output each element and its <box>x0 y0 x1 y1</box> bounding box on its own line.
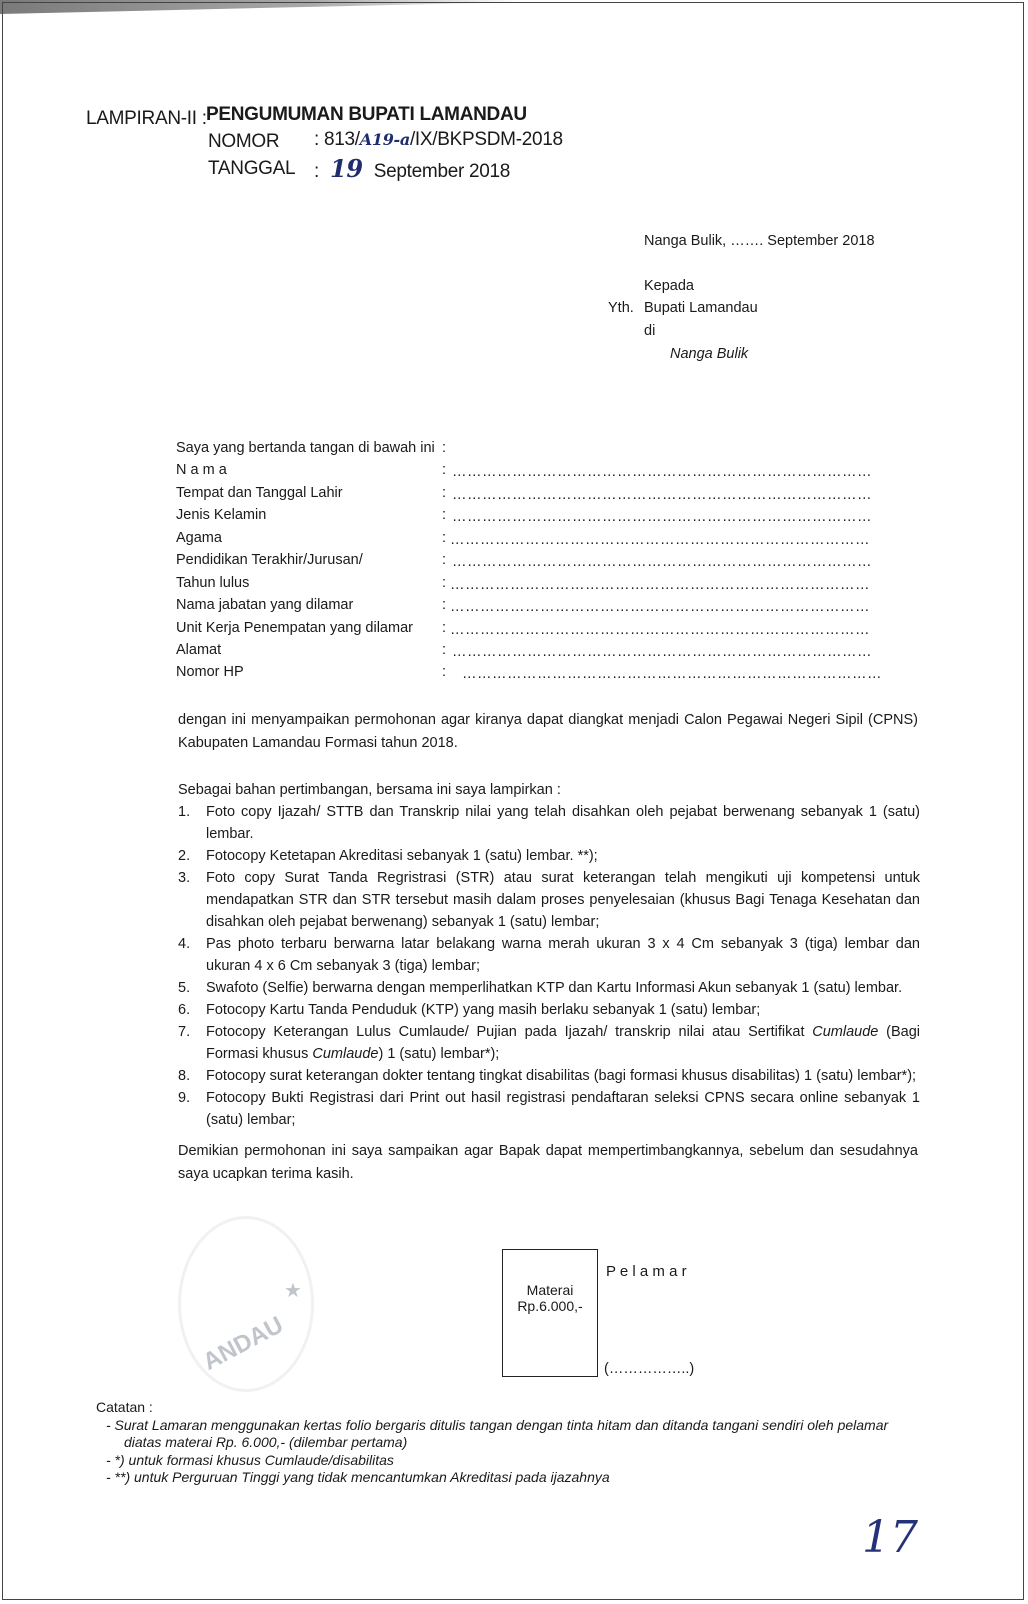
handwritten-date: 19 <box>329 154 363 183</box>
field-blank-line: ………………………………………………………………………… <box>452 509 872 525</box>
field-blank-line: ………………………………………………………………………… <box>450 532 870 548</box>
field-colon: : <box>442 462 447 478</box>
field-blank-line: ………………………………………………………………………… <box>450 577 870 593</box>
list-item: 3. Foto copy Surat Tanda Regristrasi (STR) atau surat keterangan telah mengikuti uji kompetensi untuk mendapatkan STR dan STR tersebut masih dalam proses penyelesaian (khusus Bagi Tenaga Kesehatan dan disahkan oleh pejabat berwenang) sebanyak 1 (satu) lembar; <box>178 870 920 930</box>
stamp-star-icon: ★ <box>284 1280 302 1302</box>
request-paragraph: dengan ini menyampaikan permohonan agar kiranya dapat diangkat menjadi Calon Pegawai Negeri Sipil (CPNS) Kabupaten Lamandau Formasi tahun 2018. <box>178 712 918 751</box>
closing-paragraph: Demikian permohonan ini saya sampaikan agar Bapak dapat mempertimbangkannya, sebelum dan sesudahnya saya ucapkan terima kasih. <box>178 1143 918 1182</box>
form-intro-colon: : <box>442 440 447 456</box>
list-item: 1. Foto copy Ijazah/ STTB dan Transkrip nilai yang telah disahkan oleh pejabat berwenang sebanyak 1 (satu) lembar. <box>178 804 920 842</box>
materai-value: Rp.6.000,- <box>517 1298 583 1314</box>
field-blank-line: ………………………………………………………………………… <box>452 554 872 570</box>
field-colon: : <box>442 530 447 546</box>
field-blank-line: ………………………………………………………………………… <box>450 599 870 615</box>
field-colon: : <box>442 552 447 568</box>
field-blank-line: ………………………………………………………………………… <box>452 464 872 480</box>
nomor-value: : 813/A19-a/IX/BKPSDM-2018 <box>314 129 563 150</box>
recipient-location: Nanga Bulik <box>670 346 749 362</box>
kepada-label: Kepada <box>644 278 694 294</box>
field-label: Nama jabatan yang dilamar <box>176 597 354 613</box>
field-colon: : <box>442 597 447 613</box>
field-colon: : <box>442 620 447 636</box>
di-label: di <box>644 323 656 339</box>
tanggal-value: : 19 September 2018 <box>314 154 511 183</box>
yth-label: Yth. <box>608 300 634 316</box>
field-label: Nomor HP <box>176 664 244 680</box>
list-item: 4. Pas photo terbaru berwarna latar belakang warna merah ukuran 3 x 4 Cm sebanyak 3 (tiga) lembar dan ukuran 4 x 6 Cm sebanyak 3 (tiga) lembar; <box>178 936 920 974</box>
lampiran-label: LAMPIRAN-II : <box>86 108 207 129</box>
field-blank-line: ………………………………………………………………………… <box>462 666 882 682</box>
announcement-title: PENGUMUMAN BUPATI LAMANDAU <box>206 104 527 125</box>
field-label: Tahun lulus <box>176 575 250 591</box>
notes-section <box>96 1399 888 1487</box>
nomor-label: NOMOR <box>208 131 280 152</box>
field-blank-line: ………………………………………………………………………… <box>452 487 872 503</box>
note-item: - Surat Lamaran menggunakan kertas folio bergaris ditulis tangan dengan tinta hitam dan ditanda tangani sendiri oleh pelamar <box>106 1416 889 1433</box>
note-item: - *) untuk formasi khusus Cumlaude/disabilitas <box>106 1451 394 1468</box>
list-item: 8. Fotocopy surat keterangan dokter tentang tingkat disabilitas (bagi formasi khusus disabilitas) 1 (satu) lembar*); <box>178 1068 917 1084</box>
field-label: Pendidikan Terakhir/Jurusan/ <box>176 552 363 568</box>
field-label: Agama <box>176 530 222 546</box>
handwritten-number: A19-a <box>359 130 410 149</box>
field-colon: : <box>442 664 447 680</box>
list-item: 9. Fotocopy Bukti Registrasi dari Print out hasil registrasi pendaftaran seleksi CPNS secara online sebanyak 1 (satu) lembar; <box>178 1090 920 1128</box>
field-blank-line: ………………………………………………………………………… <box>450 622 870 638</box>
field-blank-line: ………………………………………………………………………… <box>452 644 872 660</box>
note-item: - **) untuk Perguruan Tinggi yang tidak mencantumkan Akreditasi pada ijazahnya <box>106 1469 610 1485</box>
list-item: 5. Swafoto (Selfie) berwarna dengan memperlihatkan KTP dan Kartu Informasi Akun sebanyak 1 (satu) lembar. <box>178 980 903 996</box>
field-label: N a m a <box>176 462 227 478</box>
field-label: Alamat <box>176 642 222 658</box>
field-label: Tempat dan Tanggal Lahir <box>176 485 343 501</box>
stamp-text: ANDAU <box>198 1311 288 1376</box>
notes-title: Catatan : <box>96 1399 153 1415</box>
attachment-list <box>178 801 920 1131</box>
field-colon: : <box>442 507 447 523</box>
note-item: diatas materai Rp. 6.000,- (dilembar pertama) <box>124 1434 408 1450</box>
signature-name-placeholder: (……………..) <box>604 1361 695 1377</box>
place-date: Nanga Bulik, ……. September 2018 <box>644 233 875 249</box>
attachment-intro: Sebagai bahan pertimbangan, bersama ini saya lampirkan : <box>178 782 561 798</box>
tanggal-label: TANGGAL <box>208 158 296 179</box>
handwritten-page-number: 17 <box>862 1512 918 1563</box>
field-label: Jenis Kelamin <box>176 507 267 523</box>
field-label: Unit Kerja Penempatan yang dilamar <box>176 620 413 636</box>
materai-label: Materai <box>526 1282 574 1298</box>
recipient-name: Bupati Lamandau <box>644 300 758 316</box>
form-intro: Saya yang bertanda tangan di bawah ini <box>176 440 435 456</box>
list-item: 7. Fotocopy Keterangan Lulus Cumlaude/ Pujian pada Ijazah/ transkrip nilai atau Sertifikat Cumlaude (Bagi Formasi khusus Cumlaude) 1 (satu) lembar*); <box>178 1024 920 1062</box>
list-item: 2. Fotocopy Ketetapan Akreditasi sebanyak 1 (satu) lembar. **); <box>178 848 598 864</box>
materai-box <box>502 1249 598 1377</box>
field-colon: : <box>442 575 447 591</box>
official-stamp <box>178 1216 314 1392</box>
pelamar-label: P e l a m a r <box>606 1263 687 1280</box>
field-colon: : <box>442 642 447 658</box>
field-colon: : <box>442 485 447 501</box>
list-item: 6. Fotocopy Kartu Tanda Penduduk (KTP) yang masih berlaku sebanyak 1 (satu) lembar; <box>178 1002 761 1018</box>
